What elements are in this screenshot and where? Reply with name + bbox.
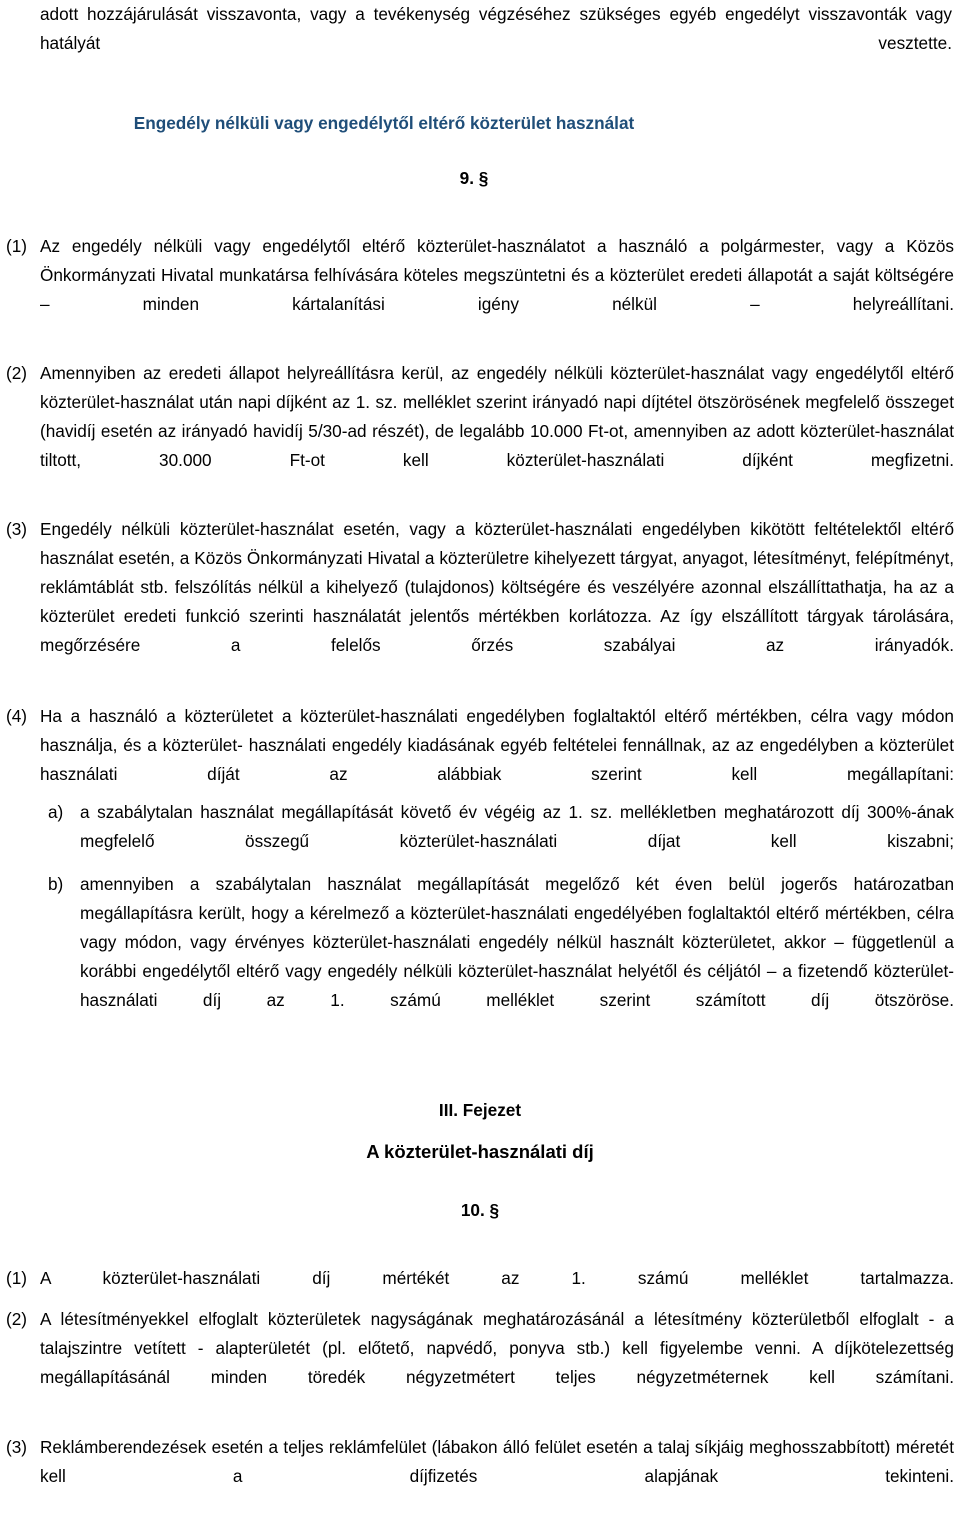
paragraph-10-2: A létesítményekkel elfoglalt közterületek nagyságának meghatározásánál a létesítmény közterületből elfoglalt - a talajszintre vetített - alapterületét (pl. előtető, napvédő, ponyva stb.) kell figyelembe venni. A díjkötelezettség megállapításánál minden töredék négyzetmétert teljes négyzetméternek kell számítani. xyxy=(40,1309,954,1387)
subitem-label: a) xyxy=(48,802,64,822)
section-10-number: 10. § xyxy=(460,1200,500,1220)
paragraph-9-4: Ha a használó a közterületet a közterület-használati engedélyben foglaltaktól eltérő mértékben, célra vagy módon használja, és a közterület- használati engedély kiadásának egyéb feltételei fennállnak, az az engedélyben a közterület használati díját az alábbiak szerint kell megállapítani: xyxy=(40,706,954,784)
subitem-label: b) xyxy=(48,874,64,894)
paragraph-10-1: A közterület-használati díj mértékét az 1. számú melléklet tartalmazza. xyxy=(40,1268,954,1288)
chapter-subtitle: A közterület-használati díj xyxy=(366,1141,594,1162)
paragraph-label: (4) xyxy=(6,706,28,726)
chapter-title: III. Fejezet xyxy=(438,1100,522,1120)
paragraph-10-3: Reklámberendezések esetén a teljes reklámfelület (lábakon álló felület esetén a talaj síkjáig meghosszabbított) méretét kell a díjfizetés alapjának tekinteni. xyxy=(40,1437,954,1486)
paragraph-label: (1) xyxy=(6,1268,28,1288)
paragraph-label: (1) xyxy=(6,236,28,256)
paragraph-label: (2) xyxy=(6,1309,28,1329)
intro-paragraph: adott hozzájárulását visszavonta, vagy a tevékenység végzéséhez szükséges egyéb engedélyt visszavonták vagy hatályát vesztette. xyxy=(40,4,952,53)
section-9-heading: Engedély nélküli vagy engedélytől eltérő közterület használat xyxy=(133,113,635,133)
paragraph-label: (2) xyxy=(6,363,28,383)
paragraph-9-3: Engedély nélküli közterület-használat esetén, vagy a közterület-használati engedélyben kikötött feltételektől eltérő használat esetén, a Közös Önkormányzati Hivatal a közterületre kihelyezett tárgyat, anyagot, létesítményt, felépítményt, reklámtáblát stb. felszólítás nélkül a kihelyező (tulajdonos) költségére és veszélyére azonnal elszállíttathatja, ha az a közterület eredeti funkció szerinti használatát jelentős mértékben korlátozza. Az így elszállított tárgyak tárolására, megőrzésére a felelős őrzés szabályai az irányadók. xyxy=(40,519,954,655)
subitem-a: a szabálytalan használat megállapítását követő év végéig az 1. sz. mellékletben meghatározott díj 300%-ának megfelelő összegű közterület-használati díjat kell kiszabni; xyxy=(80,802,954,851)
section-9-number: 9. § xyxy=(459,168,489,188)
paragraph-9-2: Amennyiben az eredeti állapot helyreállításra kerül, az engedély nélküli közterület-használat vagy engedélytől eltérő közterület-használat után napi díjként az 1. sz. melléklet szerint irányadó napi díjtétel ötszörösének megfelelő összeget (havidíj esetén az irányadó havidíj 5/30-ad részét), de legalább 10.000 Ft-ot, amennyiben az adott közterület-használat tiltott, 30.000 Ft-ot kell közterület-használati díjként megfizetni. xyxy=(40,363,954,470)
subitem-b: amennyiben a szabálytalan használat megállapítását megelőző két éven belül jogerős határozatban megállapításra került, hogy a kérelmező a közterület-használati engedélyében foglaltaktól eltérő mértékben, célra vagy módon, vagy érvényes közterület-használati engedély nélkül használt közterületet, akkor – függetlenül a korábbi engedélytől eltérő vagy engedély nélküli közterület-használat helyétől és céljától – a fizetendő közterület-használati díj az 1. számú melléklet szerint számított díj ötszöröse. xyxy=(80,874,954,1010)
paragraph-label: (3) xyxy=(6,1437,28,1457)
paragraph-label: (3) xyxy=(6,519,28,539)
paragraph-9-1: Az engedély nélküli vagy engedélytől eltérő közterület-használatot a használó a polgármester, vagy a Közös Önkormányzati Hivatal munkatársa felhívására köteles megszüntetni és a közterület eredeti állapotát a saját költségére – minden kártalanítási igény nélkül – helyreállítani. xyxy=(40,236,954,314)
